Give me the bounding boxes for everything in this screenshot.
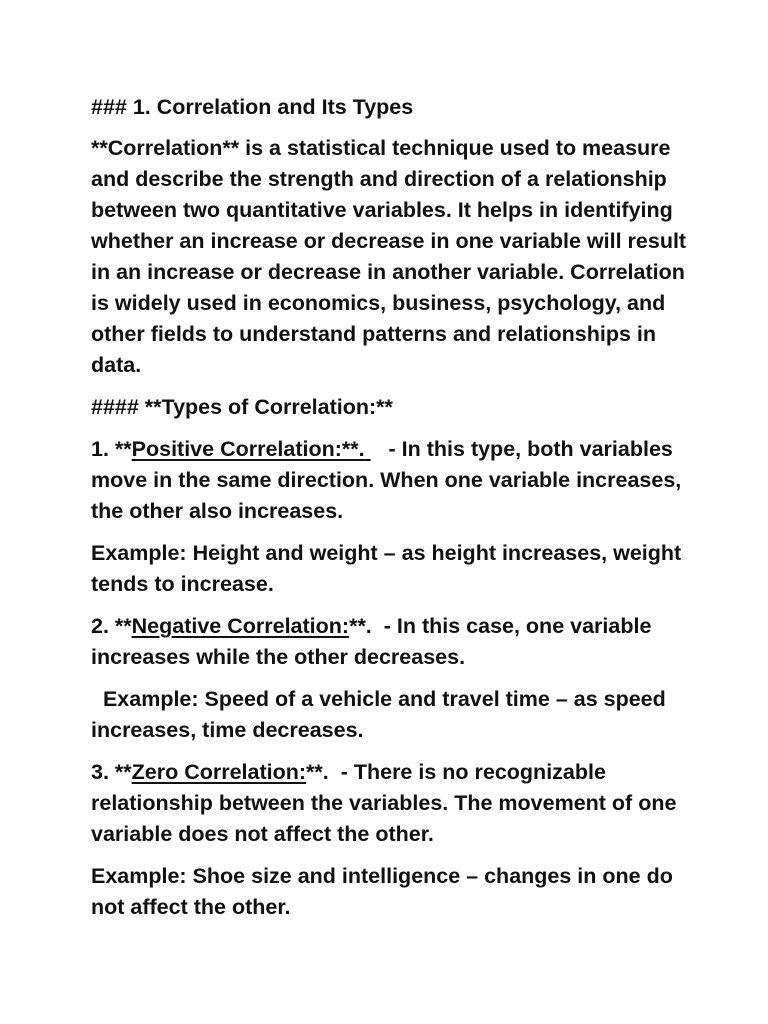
types-heading: #### **Types of Correlation:** [91, 395, 393, 419]
type-name: Zero Correlation: [131, 760, 307, 784]
type-positive [91, 434, 691, 527]
type-description: - There is no recognizable relationship between the variables. The movement of one variable does not affect the other. [91, 760, 683, 846]
type-number: 1. ** [91, 437, 132, 461]
type-number: 3. ** [91, 760, 132, 784]
type-name: Positive Correlation:**. [131, 437, 365, 461]
example-zero: Example: Shoe size and intelligence – changes in one do not affect the other. [91, 864, 679, 919]
type-name-tail: **. [349, 614, 372, 638]
type-negative [91, 611, 691, 673]
type-description: - In this case, one variable increases while the other decreases. [91, 614, 658, 669]
example-positive: Example: Height and weight – as height increases, weight tends to increase. [91, 541, 688, 596]
section-heading: ### 1. Correlation and Its Types [91, 95, 414, 119]
type-name-tail: **. [306, 760, 329, 784]
type-zero [91, 757, 691, 850]
example-negative: Example: Speed of a vehicle and travel time – as speed increases, time decreases. [91, 687, 672, 742]
type-name: Negative Correlation: [131, 614, 350, 638]
type-description: - In this type, both variables move in the same direction. When one variable increases, the other also increases. [91, 437, 688, 523]
intro-paragraph: **Correlation** is a statistical technique used to measure and describe the strength and direction of a relationship between two quantitative variables. It helps in identifying whether an increase or decrease in one variable will result in an increase or decrease in another variable. Correlation is widely used in economics, business, psychology, and other fields to understand patterns and relationships in data. [91, 136, 693, 377]
type-number: 2. ** [91, 614, 132, 638]
document-page [91, 92, 691, 923]
